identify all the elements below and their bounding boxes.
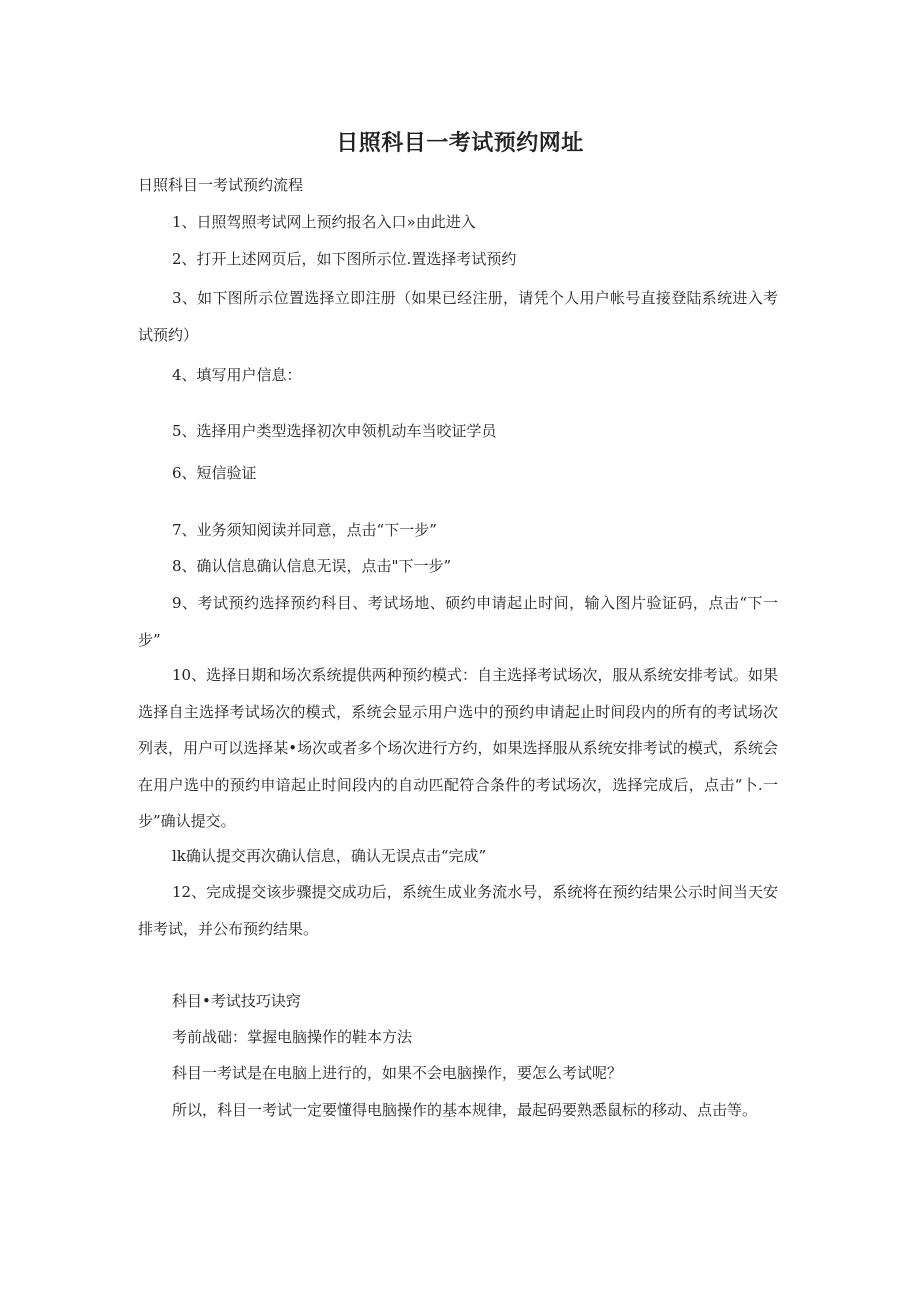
step-4: 4、填写用户信息：: [172, 366, 302, 384]
page-title: 日照科目一考试预约网址: [336, 131, 584, 156]
step-7: 7、业务须知阅读并同意，点击“下一步”: [172, 521, 437, 539]
flow-heading: 日照科目一考试预约流程: [138, 176, 304, 194]
tips-question: 科目一考试是在电脑上进行的，如果不会电脑操作，要怎么考试呢？: [172, 1064, 623, 1082]
tips-heading: 科目•考试技巧诀窍: [172, 992, 301, 1010]
step-6: 6、短信验证: [172, 464, 257, 482]
step-9: 9、考试预约选择预约科目、考试场地、硕约申请起止时间，输入图片验证码，点击“下一步”: [138, 594, 778, 649]
step-2: 2、打开上述网页后，如下图所示位.置选择考试预约: [172, 250, 517, 268]
step-5: 5、选择用户类型选择初次申领机动车当咬证学员: [172, 422, 497, 440]
tips-subheading: 考前战础：掌握电脑操作的鞋本方法: [172, 1028, 413, 1046]
step-3: 3、如下图所示位置选择立即注册（如果已经注册，请凭个人用户帐号直接登陆系统进入考试预约）: [138, 289, 778, 344]
step-11: lk确认提交再次确认信息，确认无误点击“完成”: [172, 847, 487, 865]
step-12: 12、完成提交该步骤提交成功后，系统生成业务流水号，系统将在预约结果公示时间当天安排考试，并公布预约结果。: [138, 883, 778, 938]
step-10: 10、选择日期和场次系统提供两种预约模式：自主选择考试场次，服从系统安排考试。如果选择自主选择考试场次的模式，系统会显示用户选中的预约申请起止时间段内的所有的考试场次列表，用户可以选择某•场次或者多个场次进行方约，如果选择服从系统安排考试的模式，系统会在用户选中的预约申谙起止时间段内的自动匹配符合条件的考试场次，选择完成后，点击“卜.一步”确认提交。: [138, 666, 778, 830]
tips-answer: 所以，科目一考试一定要懂得电脑操作的基本规律，最起码要熟悉鼠标的移动、点击等。: [172, 1101, 758, 1119]
step-8: 8、确认信息确认信息无误，点击"下一步”: [172, 557, 452, 575]
step-1: 1、日照驾照考试网上预约报名入口»由此进入: [172, 213, 476, 231]
